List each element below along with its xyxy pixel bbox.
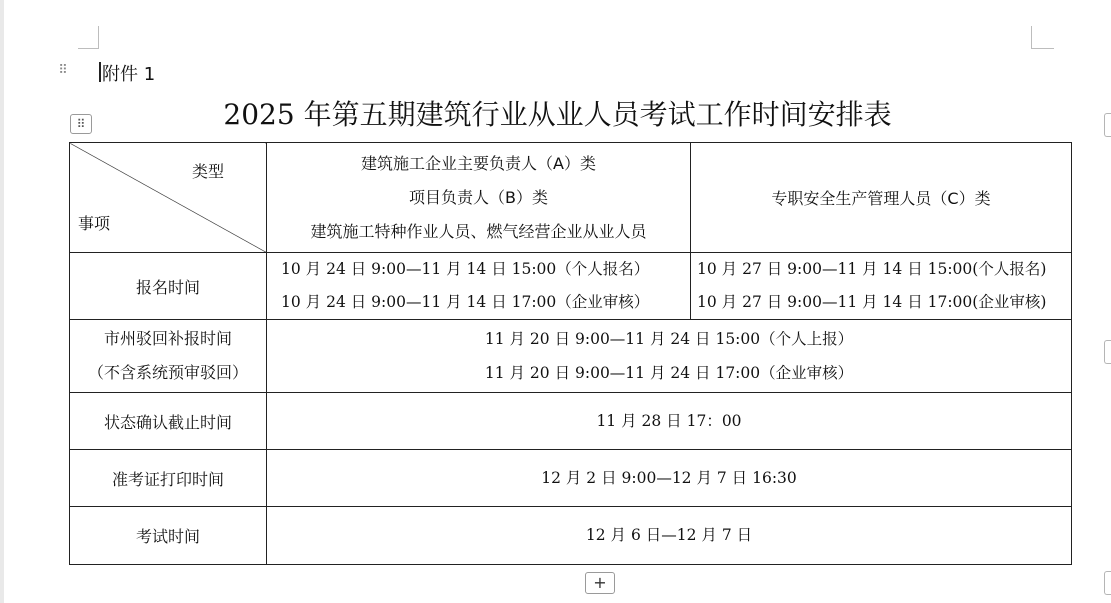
table-row xyxy=(70,393,1072,450)
row-label-exam: 考试时间 xyxy=(70,507,267,565)
admission-print-text: 12 月 2 日 9:00—12 月 7 日 16:30 xyxy=(541,468,797,487)
right-scroll-tab[interactable] xyxy=(1104,113,1111,137)
header-ab-line: 建筑施工企业主要负责人（A）类 xyxy=(361,153,596,173)
resubmission-label-line: 市州驳回补报时间 xyxy=(103,329,232,348)
status-confirm-value xyxy=(267,393,1072,450)
right-scroll-tab[interactable] xyxy=(1104,571,1111,595)
header-category-c: 专职安全生产管理人员（C）类 xyxy=(691,143,1072,253)
resubmission-value-line: 11 月 20 日 9:00—11 月 24 日 17:00（企业审核） xyxy=(484,364,854,382)
row-label-registration: 报名时间 xyxy=(70,253,267,320)
table-move-handle-icon[interactable]: ⠿ xyxy=(70,114,92,134)
add-row-button[interactable]: + xyxy=(585,572,615,594)
header-type-label: 类型 xyxy=(191,162,224,181)
left-margin-strip xyxy=(0,0,4,603)
table-row xyxy=(70,450,1072,507)
paragraph-drag-handle-icon[interactable]: ⠿ xyxy=(58,63,68,78)
header-ab-line: 建筑施工特种作业人员、燃气经营企业从业人员 xyxy=(310,221,647,241)
header-ab-line: 项目负责人（B）类 xyxy=(409,187,548,207)
registration-ab-line: 10 月 24 日 9:00—11 月 14 日 15:00（个人报名） xyxy=(281,260,650,278)
table-row xyxy=(70,253,1072,320)
registration-ab-line: 10 月 24 日 9:00—11 月 14 日 17:00（企业审核） xyxy=(281,293,650,311)
exam-value xyxy=(267,507,1072,565)
attachment-label: 附件 1 xyxy=(102,64,156,85)
table-row xyxy=(70,320,1072,393)
registration-ab-cell xyxy=(267,253,691,320)
diagonal-header-cell xyxy=(70,143,267,253)
table-row xyxy=(70,507,1072,565)
row-label-status-confirm: 状态确认截止时间 xyxy=(70,393,267,450)
header-item-label: 事项 xyxy=(78,214,111,233)
row-label-admission-print: 准考证打印时间 xyxy=(70,450,267,507)
registration-c-line: 10 月 27 日 9:00—11 月 14 日 17:00(企业审核) xyxy=(697,293,1047,311)
row-label-resubmission xyxy=(70,320,267,393)
registration-c-line: 10 月 27 日 9:00—11 月 14 日 15:00(个人报名) xyxy=(697,260,1047,278)
admission-print-value xyxy=(267,450,1072,507)
header-category-ab xyxy=(267,143,691,253)
resubmission-value-line: 11 月 20 日 9:00—11 月 24 日 15:00（个人上报） xyxy=(484,330,854,348)
schedule-table xyxy=(69,142,1072,565)
registration-c-cell xyxy=(691,253,1072,320)
table-header-row xyxy=(70,143,1072,253)
status-confirm-text: 11 月 28 日 17：00 xyxy=(596,411,742,430)
right-scroll-tab[interactable] xyxy=(1104,340,1111,364)
resubmission-value-cell xyxy=(267,320,1072,393)
page-corner-mark-right xyxy=(1031,26,1054,49)
resubmission-label-line: （不含系统预审驳回） xyxy=(87,363,248,382)
exam-text: 12 月 6 日—12 月 7 日 xyxy=(585,526,753,544)
document-title: 2025 年第五期建筑行业从业人员考试工作时间安排表 xyxy=(223,98,892,131)
page-corner-mark-left xyxy=(78,26,99,49)
text-cursor xyxy=(99,62,101,82)
